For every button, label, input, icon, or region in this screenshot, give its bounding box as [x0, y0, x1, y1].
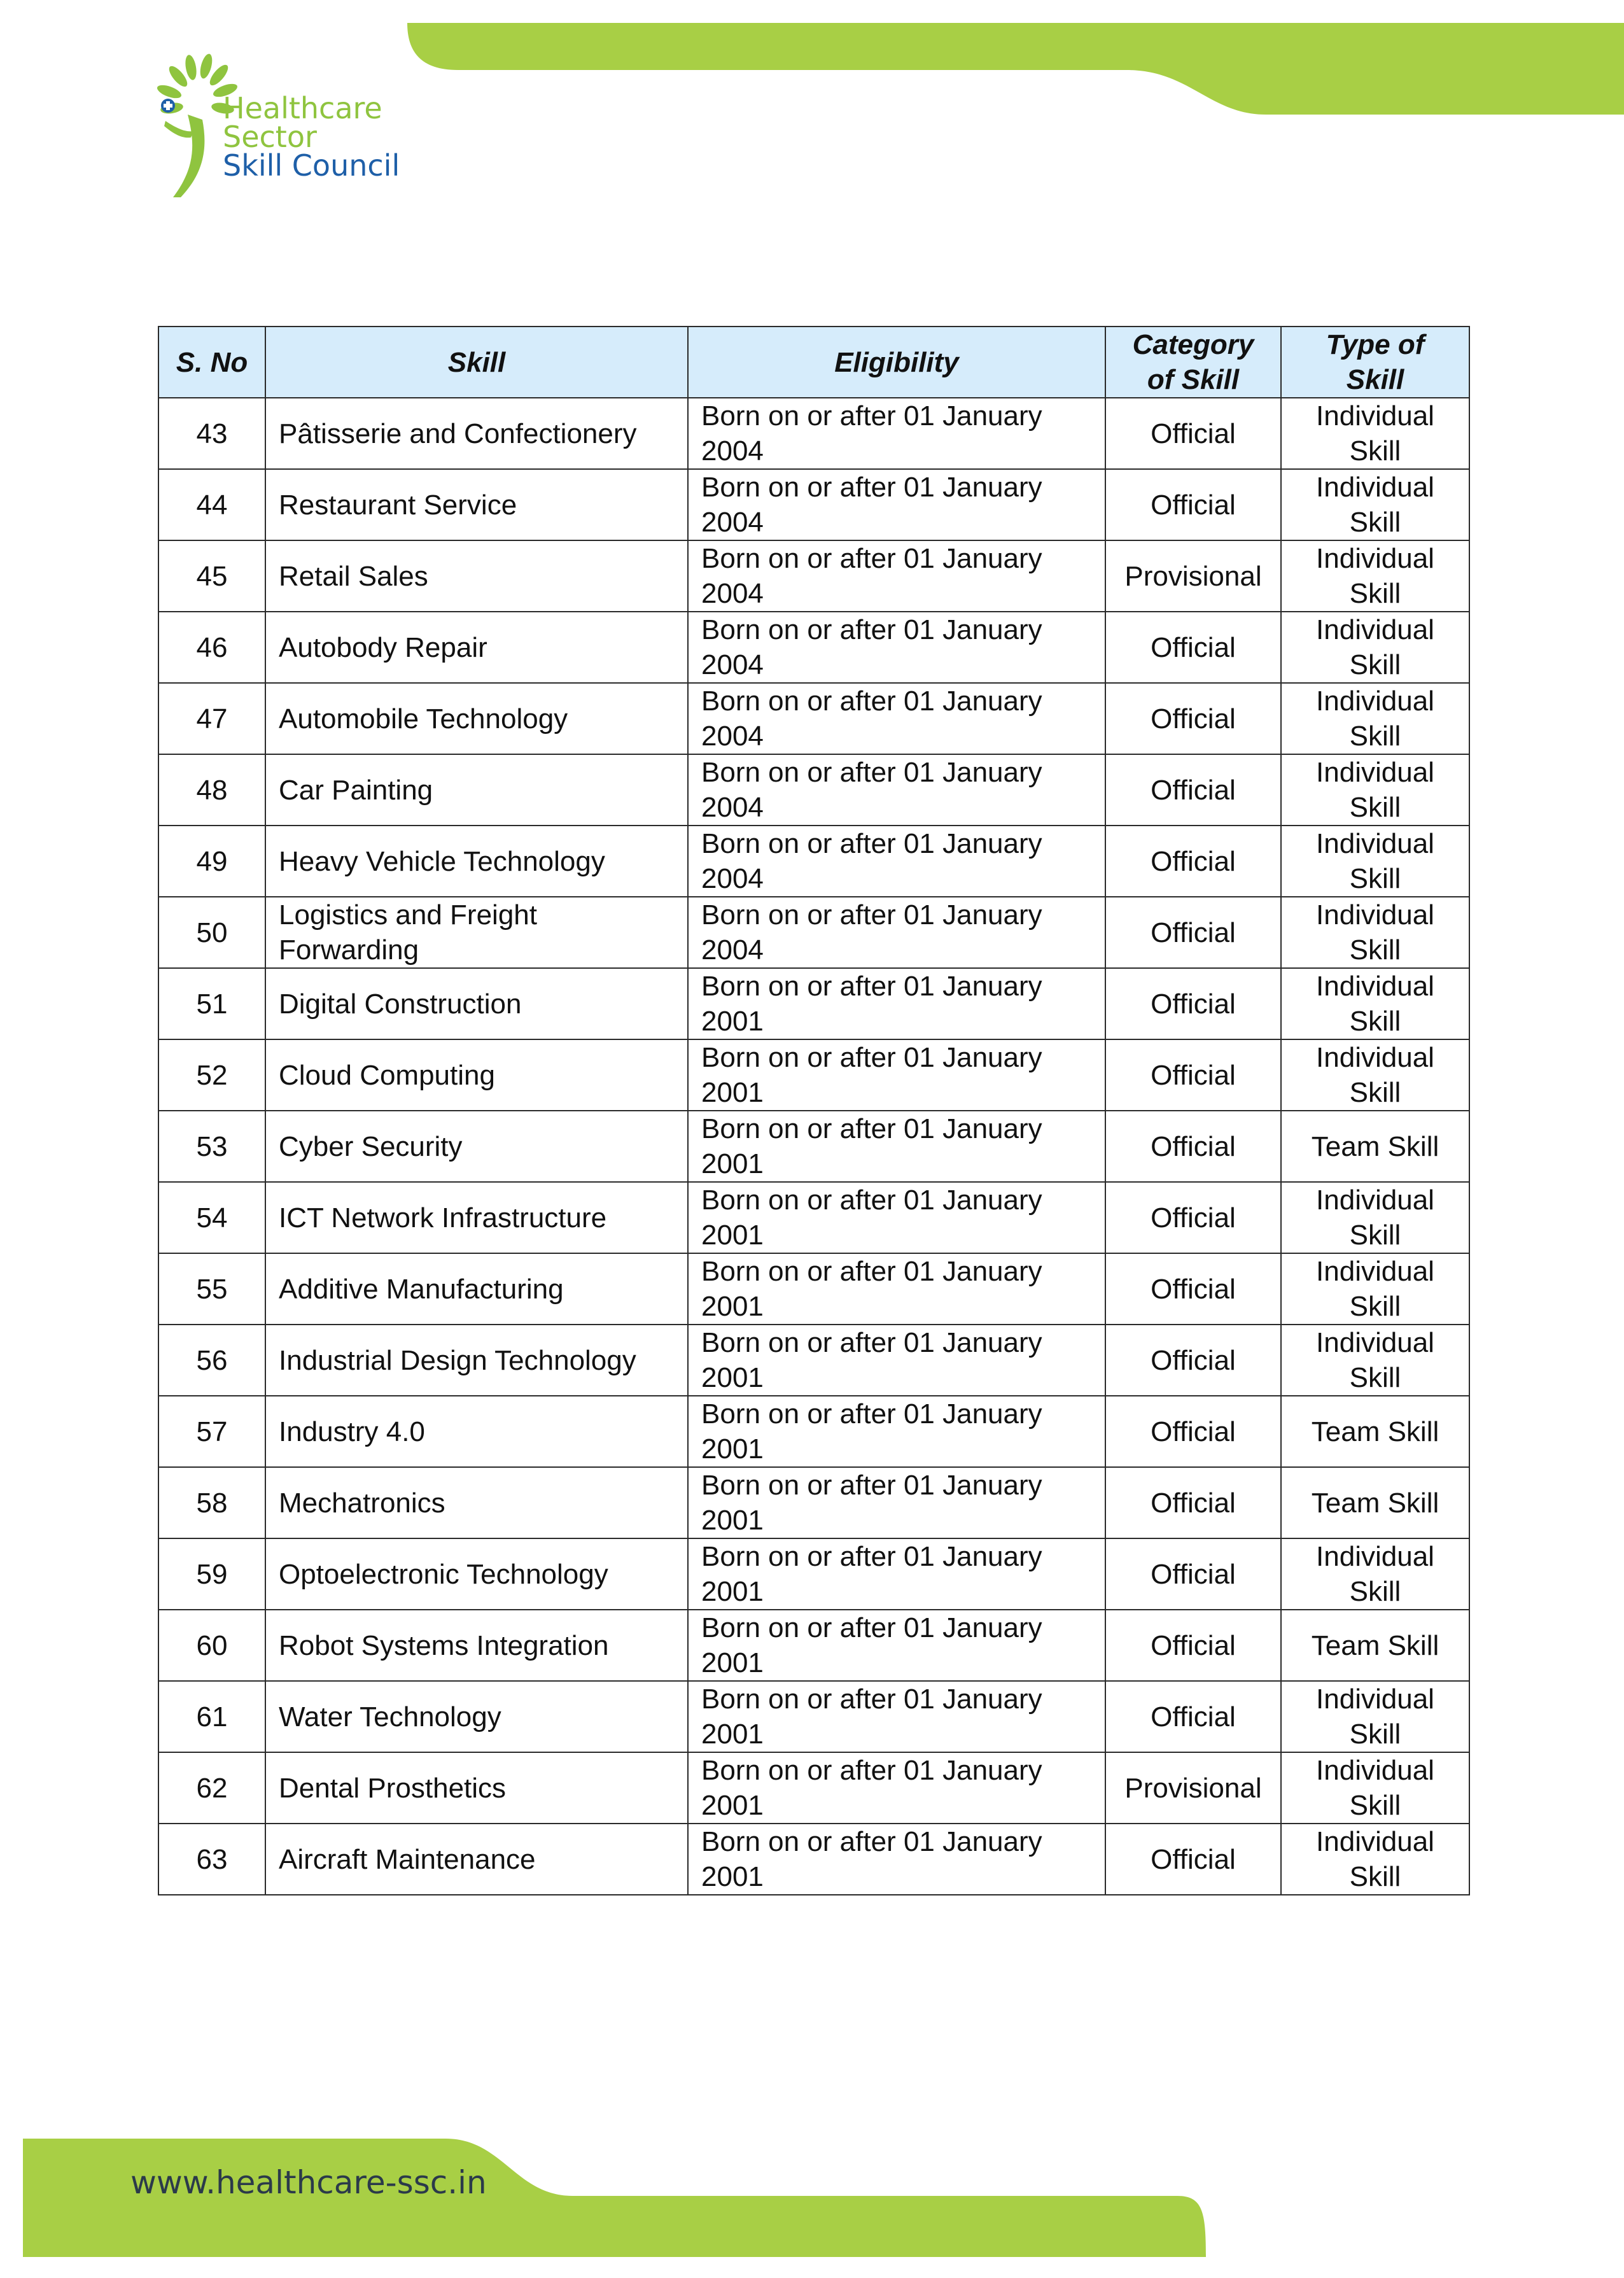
cell-eligibility: Born on or after 01 January 2004: [688, 469, 1105, 540]
table-row: [158, 540, 1469, 612]
cell-eligibility: Born on or after 01 January 2004: [688, 398, 1105, 469]
cell-skill: Pâtisserie and Confectionery: [265, 398, 688, 469]
cell-category: Official: [1105, 469, 1281, 540]
logo-line-healthcare: Healthcare: [223, 91, 382, 125]
cell-skill: Automobile Technology: [265, 683, 688, 754]
table-row: [158, 826, 1469, 897]
cell-type: Team Skill: [1281, 1467, 1469, 1538]
cell-skill: Mechatronics: [265, 1467, 688, 1538]
cell-category: Provisional: [1105, 1752, 1281, 1824]
cell-type: Individual Skill: [1281, 1253, 1469, 1325]
table-row: [158, 683, 1469, 754]
cell-type: Individual Skill: [1281, 1325, 1469, 1396]
cell-category: Official: [1105, 1467, 1281, 1538]
cell-type: Individual Skill: [1281, 1538, 1469, 1610]
cell-sno: 49: [158, 826, 265, 897]
table-row: [158, 469, 1469, 540]
cell-sno: 57: [158, 1396, 265, 1467]
cell-type: Individual Skill: [1281, 398, 1469, 469]
cell-sno: 50: [158, 897, 265, 968]
cell-category: Official: [1105, 826, 1281, 897]
header-skill: Skill: [265, 327, 688, 398]
cell-skill: Optoelectronic Technology: [265, 1538, 688, 1610]
cell-skill: Autobody Repair: [265, 612, 688, 683]
cell-skill: Industry 4.0: [265, 1396, 688, 1467]
cell-eligibility: Born on or after 01 January 2004: [688, 612, 1105, 683]
cell-type: Individual Skill: [1281, 1681, 1469, 1752]
cell-type: Individual Skill: [1281, 826, 1469, 897]
cell-category: Official: [1105, 1039, 1281, 1111]
cell-eligibility: Born on or after 01 January 2001: [688, 1182, 1105, 1253]
cell-sno: 58: [158, 1467, 265, 1538]
skills-table-body: [158, 398, 1469, 1895]
cell-sno: 63: [158, 1824, 265, 1895]
cell-eligibility: Born on or after 01 January 2004: [688, 683, 1105, 754]
table-row: [158, 1610, 1469, 1681]
cell-type: Individual Skill: [1281, 469, 1469, 540]
cell-skill: Logistics and Freight Forwarding: [265, 897, 688, 968]
cell-sno: 61: [158, 1681, 265, 1752]
cell-eligibility: Born on or after 01 January 2004: [688, 826, 1105, 897]
cell-category: Official: [1105, 1396, 1281, 1467]
cell-sno: 59: [158, 1538, 265, 1610]
cell-skill: Cyber Security: [265, 1111, 688, 1182]
table-row: [158, 1182, 1469, 1253]
cell-skill: ICT Network Infrastructure: [265, 1182, 688, 1253]
header-eligibility: Eligibility: [688, 327, 1105, 398]
cell-type: Individual Skill: [1281, 897, 1469, 968]
cell-sno: 56: [158, 1325, 265, 1396]
cell-eligibility: Born on or after 01 January 2004: [688, 540, 1105, 612]
table-row: [158, 1253, 1469, 1325]
cell-sno: 46: [158, 612, 265, 683]
cell-sno: 44: [158, 469, 265, 540]
cell-type: Individual Skill: [1281, 968, 1469, 1039]
cell-type: Individual Skill: [1281, 1182, 1469, 1253]
bottom-green-band: [0, 2139, 1624, 2278]
cell-category: Official: [1105, 1538, 1281, 1610]
table-row: [158, 1824, 1469, 1895]
cell-type: Individual Skill: [1281, 1752, 1469, 1824]
cell-category: Official: [1105, 683, 1281, 754]
cell-skill: Water Technology: [265, 1681, 688, 1752]
cell-eligibility: Born on or after 01 January 2001: [688, 968, 1105, 1039]
cell-sno: 62: [158, 1752, 265, 1824]
table-row: [158, 1039, 1469, 1111]
cell-eligibility: Born on or after 01 January 2001: [688, 1752, 1105, 1824]
cell-category: Official: [1105, 968, 1281, 1039]
table-row: [158, 1467, 1469, 1538]
cell-skill: Digital Construction: [265, 968, 688, 1039]
cell-category: Official: [1105, 1111, 1281, 1182]
table-row: [158, 612, 1469, 683]
cell-sno: 60: [158, 1610, 265, 1681]
cell-type: Individual Skill: [1281, 612, 1469, 683]
cell-category: Provisional: [1105, 540, 1281, 612]
cell-category: Official: [1105, 897, 1281, 968]
cell-sno: 47: [158, 683, 265, 754]
footer-website-url: www.healthcare-ssc.in: [130, 2164, 487, 2201]
cell-eligibility: Born on or after 01 January 2001: [688, 1039, 1105, 1111]
cell-sno: 54: [158, 1182, 265, 1253]
cell-sno: 48: [158, 754, 265, 826]
cell-type: Individual Skill: [1281, 1824, 1469, 1895]
cell-eligibility: Born on or after 01 January 2004: [688, 754, 1105, 826]
table-row: [158, 1538, 1469, 1610]
logo-line-sector: Sector: [223, 120, 317, 154]
cell-category: Official: [1105, 1824, 1281, 1895]
cell-type: Individual Skill: [1281, 683, 1469, 754]
table-header-row: [158, 327, 1469, 398]
cell-type: Individual Skill: [1281, 1039, 1469, 1111]
skills-table: [158, 326, 1470, 1895]
table-row: [158, 897, 1469, 968]
cell-skill: Cloud Computing: [265, 1039, 688, 1111]
cell-sno: 43: [158, 398, 265, 469]
cell-category: Official: [1105, 754, 1281, 826]
cell-eligibility: Born on or after 01 January 2001: [688, 1396, 1105, 1467]
cell-skill: Car Painting: [265, 754, 688, 826]
cell-eligibility: Born on or after 01 January 2001: [688, 1111, 1105, 1182]
cell-category: Official: [1105, 612, 1281, 683]
table-row: [158, 754, 1469, 826]
cell-type: Individual Skill: [1281, 540, 1469, 612]
cell-type: Team Skill: [1281, 1610, 1469, 1681]
cell-category: Official: [1105, 1182, 1281, 1253]
cell-category: Official: [1105, 1325, 1281, 1396]
cell-sno: 52: [158, 1039, 265, 1111]
table-row: [158, 968, 1469, 1039]
table-row: [158, 1396, 1469, 1467]
cell-eligibility: Born on or after 01 January 2004: [688, 897, 1105, 968]
logo-line-skill-council: Skill Council: [223, 148, 400, 183]
header-type: Type of Skill: [1281, 327, 1469, 398]
cell-eligibility: Born on or after 01 January 2001: [688, 1610, 1105, 1681]
cell-eligibility: Born on or after 01 January 2001: [688, 1253, 1105, 1325]
cell-type: Team Skill: [1281, 1396, 1469, 1467]
table-row: [158, 1681, 1469, 1752]
header-sno: S. No: [158, 327, 265, 398]
cell-skill: Additive Manufacturing: [265, 1253, 688, 1325]
table-row: [158, 1111, 1469, 1182]
cell-category: Official: [1105, 398, 1281, 469]
cell-category: Official: [1105, 1681, 1281, 1752]
cell-type: Team Skill: [1281, 1111, 1469, 1182]
cell-skill: Industrial Design Technology: [265, 1325, 688, 1396]
cell-skill: Aircraft Maintenance: [265, 1824, 688, 1895]
cell-sno: 45: [158, 540, 265, 612]
cell-eligibility: Born on or after 01 January 2001: [688, 1467, 1105, 1538]
cell-eligibility: Born on or after 01 January 2001: [688, 1325, 1105, 1396]
cell-type: Individual Skill: [1281, 754, 1469, 826]
cell-category: Official: [1105, 1253, 1281, 1325]
cell-skill: Retail Sales: [265, 540, 688, 612]
table-row: [158, 1325, 1469, 1396]
cell-sno: 55: [158, 1253, 265, 1325]
logo-text: [223, 91, 400, 183]
cell-sno: 53: [158, 1111, 265, 1182]
cell-skill: Restaurant Service: [265, 469, 688, 540]
cell-eligibility: Born on or after 01 January 2001: [688, 1538, 1105, 1610]
cell-eligibility: Born on or after 01 January 2001: [688, 1681, 1105, 1752]
cell-skill: Dental Prosthetics: [265, 1752, 688, 1824]
cell-category: Official: [1105, 1610, 1281, 1681]
cell-skill: Robot Systems Integration: [265, 1610, 688, 1681]
header-category: Category of Skill: [1105, 327, 1281, 398]
table-row: [158, 398, 1469, 469]
cell-skill: Heavy Vehicle Technology: [265, 826, 688, 897]
table-row: [158, 1752, 1469, 1824]
cell-eligibility: Born on or after 01 January 2001: [688, 1824, 1105, 1895]
cell-sno: 51: [158, 968, 265, 1039]
